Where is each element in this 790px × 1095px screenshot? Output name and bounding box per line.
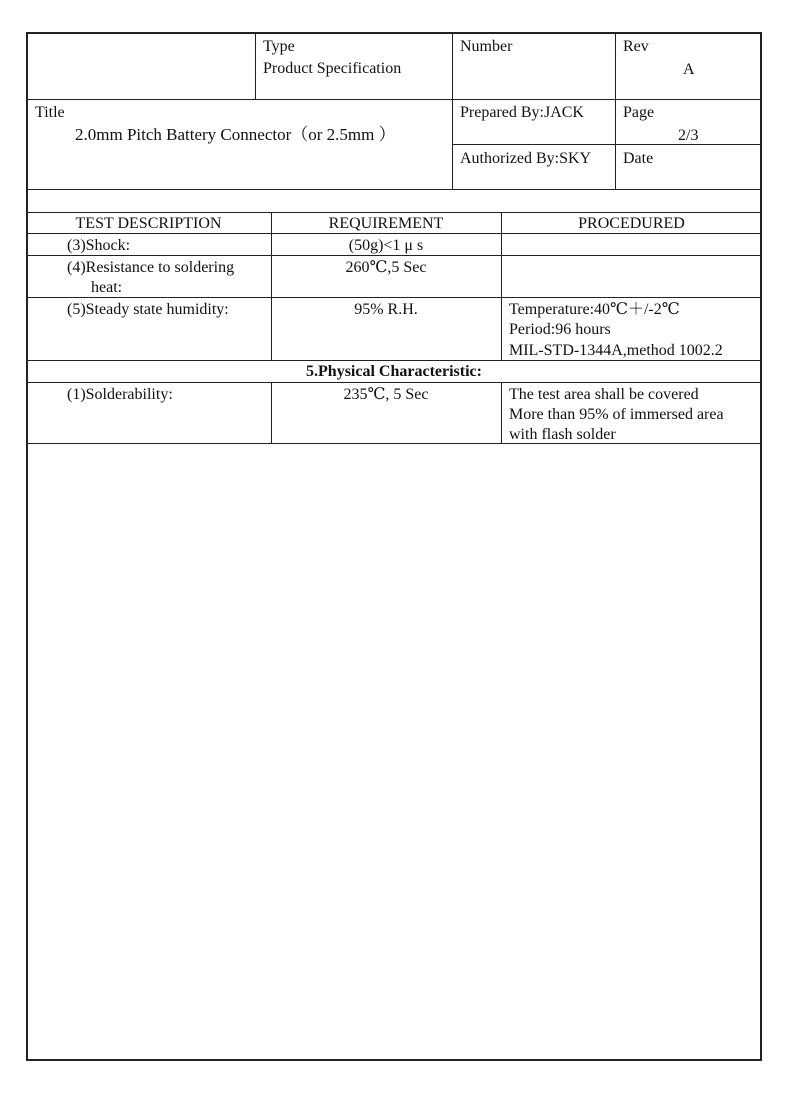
header-divider-row2 [452, 144, 762, 145]
solderability-description: (1)Solderability: [67, 386, 173, 403]
soldering-requirement: 260℃,5 Sec [345, 259, 427, 276]
solderability-requirement: 235℃, 5 Sec [343, 386, 429, 403]
header-divider-bottom [26, 189, 762, 190]
header-divider-row1 [26, 99, 762, 100]
humidity-procedure-line-2: Period:96 hours [509, 321, 611, 338]
shock-requirement: (50g)<1 μ s [348, 237, 424, 254]
header-divider-rev-left [615, 32, 616, 189]
humidity-description: (5)Steady state humidity: [67, 301, 229, 318]
authorized-by: Authorized By:SKY [460, 150, 592, 167]
humidity-procedure-line-1: Temperature:40℃＋/-2℃ [509, 301, 680, 318]
row-soldering-bottom-line [26, 297, 762, 298]
solderability-procedure-line-2: More than 95% of immersed area [509, 406, 724, 423]
column-header-procedured: PROCEDURED [578, 215, 685, 232]
solderability-procedure-line-1: The test area shall be covered [509, 386, 699, 403]
date-label: Date [623, 150, 654, 167]
section-title-bottom-line [26, 382, 762, 383]
column-header-test-description: TEST DESCRIPTION [75, 215, 222, 232]
table-col-divider-2-upper [501, 212, 502, 360]
header-divider-number-left [452, 32, 453, 189]
document-frame [26, 32, 762, 1061]
soldering-description-line-2: heat: [91, 279, 123, 296]
page-value: 2/3 [678, 127, 699, 144]
title-label: Title [35, 104, 65, 121]
rev-label: Rev [623, 38, 649, 55]
solderability-procedure-line-3: with flash solder [509, 426, 616, 443]
row-solderability-bottom-line [26, 443, 762, 444]
prepared-by: Prepared By:JACK [460, 104, 584, 121]
rev-value: A [683, 61, 695, 78]
table-col-divider-2-lower [501, 382, 502, 443]
type-value: Product Specification [263, 60, 402, 77]
humidity-requirement: 95% R.H. [354, 301, 418, 318]
shock-description: (3)Shock: [67, 237, 131, 254]
title-value: 2.0mm Pitch Battery Connector（or 2.5mm ） [75, 125, 396, 144]
header-divider-type-left [255, 32, 256, 100]
section-title: 5.Physical Characteristic: [306, 363, 482, 380]
type-label: Type [263, 38, 295, 55]
humidity-procedure-line-3: MIL-STD-1344A,method 1002.2 [509, 342, 723, 359]
page-label: Page [623, 104, 655, 121]
number-label: Number [460, 38, 513, 55]
soldering-description-line-1: (4)Resistance to soldering [67, 259, 235, 276]
column-header-requirement: REQUIREMENT [328, 215, 444, 232]
